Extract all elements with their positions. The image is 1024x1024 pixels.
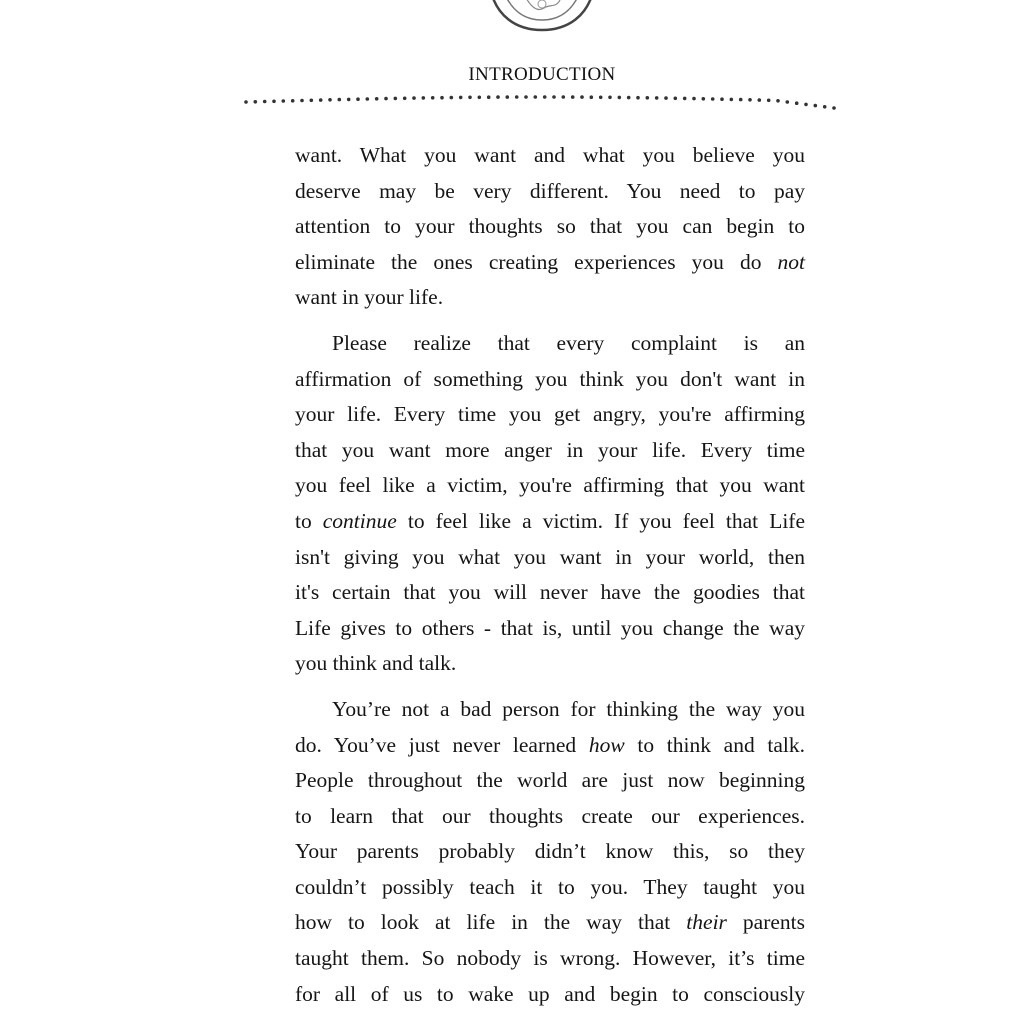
divider-dot: [674, 97, 678, 101]
text-line: you feel like a victim, you're affirming that you want: [295, 473, 805, 498]
divider-dot: [748, 98, 752, 102]
divider-dot: [263, 100, 267, 104]
divider-dot: [487, 95, 491, 99]
text-line: Your parents probably didn’t know this, so they: [295, 839, 805, 864]
divider-dot: [823, 105, 827, 109]
divider-dot: [580, 95, 584, 99]
text-line: your life. Every time you get angry, you're affirming: [295, 402, 805, 427]
divider-dot: [767, 99, 771, 103]
divider-dot: [814, 104, 818, 108]
divider-dot: [403, 97, 407, 101]
ornament-icon: [486, 0, 598, 34]
divider-dot: [468, 96, 472, 100]
paragraph: [295, 138, 805, 316]
divider-dot: [627, 96, 631, 100]
divider-dot: [496, 95, 500, 99]
text-line: Life gives to others - that is, until you change the way: [295, 615, 805, 640]
divider-dot: [804, 103, 808, 107]
divider-dot: [422, 96, 426, 100]
divider-dot: [758, 98, 762, 102]
divider-dot: [282, 99, 286, 103]
divider-dot: [720, 97, 724, 101]
text-line: that you want more anger in your life. Every time: [295, 437, 805, 462]
divider-dot: [440, 96, 444, 100]
divider-dot: [394, 97, 398, 101]
text-line: deserve may be very different. You need to pay: [295, 178, 805, 203]
divider-dot: [291, 99, 295, 103]
divider-dot: [683, 97, 687, 101]
divider-dot: [692, 97, 696, 101]
text-line: you think and talk.: [295, 651, 457, 676]
divider-dot: [506, 95, 510, 99]
text-line: couldn’t possibly teach it to you. They taught you: [295, 874, 805, 899]
text-line: affirmation of something you think you don't want in: [295, 366, 805, 391]
divider-dot: [534, 95, 538, 99]
divider-dot: [328, 98, 332, 102]
text-line: how to look at life in the way that their parents: [295, 910, 806, 935]
divider-dot: [338, 98, 342, 102]
divider-dot: [272, 100, 276, 104]
divider-dot: [711, 97, 715, 101]
text-line: taught them. So nobody is wrong. However, it’s time: [295, 946, 805, 971]
divider-dot: [450, 96, 454, 100]
divider-dot: [375, 97, 379, 101]
text-line: want. What you want and what you believe you: [295, 143, 805, 167]
text-line: do. You’ve just never learned how to think and talk.: [295, 732, 806, 757]
text-line: to continue to feel like a victim. If you feel that Life: [295, 508, 805, 533]
divider-dot: [730, 98, 734, 102]
dotted-divider: [240, 90, 840, 114]
page-body: [295, 138, 805, 1012]
divider-dot: [786, 100, 790, 104]
divider-dot: [384, 97, 388, 101]
page-header-title: INTRODUCTION: [468, 64, 616, 85]
divider-dot: [356, 97, 360, 101]
divider-dot: [412, 96, 416, 100]
divider-dot: [300, 99, 304, 103]
text-line: to learn that our thoughts create our experiences.: [295, 803, 805, 828]
divider-dot: [254, 100, 258, 104]
divider-dot: [552, 95, 556, 99]
text-line: attention to your thoughts so that you can begin to: [295, 214, 805, 239]
text-line: it's certain that you will never have the goodies that: [295, 580, 805, 605]
divider-dot: [478, 96, 482, 100]
divider-dot: [636, 96, 640, 100]
paragraph: [295, 326, 805, 682]
text-line: People throughout the world are just now beginning: [295, 768, 805, 793]
text-line: want in your life.: [295, 285, 444, 310]
divider-dot: [832, 106, 836, 110]
divider-dot: [515, 95, 519, 99]
divider-dot: [739, 98, 743, 102]
divider-dot: [543, 95, 547, 99]
divider-dot: [590, 95, 594, 99]
text-line: isn't giving you what you want in your world, then: [295, 544, 805, 569]
divider-dot: [310, 99, 314, 103]
divider-dot: [599, 96, 603, 100]
divider-dot: [795, 101, 799, 105]
divider-dot: [319, 98, 323, 102]
text-line: Please realize that every complaint is an: [332, 330, 805, 355]
text-line: You’re not a bad person for thinking the way you: [332, 696, 805, 721]
divider-dot: [244, 100, 248, 104]
divider-dot: [459, 96, 463, 100]
paragraph: [295, 692, 805, 1012]
divider-dot: [347, 98, 351, 102]
divider-dot: [655, 96, 659, 100]
divider-dot: [562, 95, 566, 99]
divider-dot: [664, 96, 668, 100]
text-line: eliminate the ones creating experiences you do not: [295, 249, 805, 274]
divider-dot: [431, 96, 435, 100]
divider-dot: [366, 97, 370, 101]
divider-dot: [646, 96, 650, 100]
divider-dot: [618, 96, 622, 100]
divider-dot: [571, 95, 575, 99]
divider-dot: [702, 97, 706, 101]
text-line: for all of us to wake up and begin to consciously: [295, 981, 805, 1006]
divider-dot: [608, 96, 612, 100]
divider-dot: [524, 95, 528, 99]
divider-dot: [776, 99, 780, 103]
